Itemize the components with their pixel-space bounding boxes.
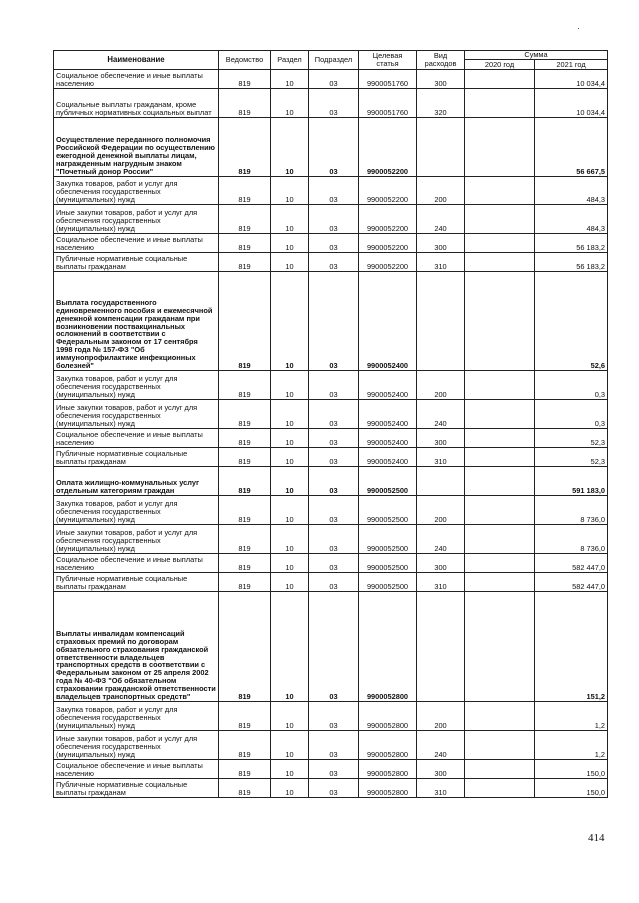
row-target: 9900051760	[359, 89, 417, 118]
table-row	[54, 253, 608, 272]
row-sum-2020	[465, 592, 535, 702]
table-row	[54, 554, 608, 573]
row-razdel: 10	[271, 448, 309, 467]
table-row	[54, 525, 608, 554]
row-vid: 200	[417, 371, 465, 400]
table-row	[54, 731, 608, 760]
table-row	[54, 371, 608, 400]
row-vedomstvo: 819	[219, 448, 271, 467]
row-vid: 300	[417, 760, 465, 779]
row-name: Иные закупки товаров, работ и услуг для обеспечения государственных (муниципальных) нужд	[54, 525, 219, 554]
row-sum-2020	[465, 272, 535, 371]
row-podrazdel: 03	[309, 467, 359, 496]
row-podrazdel: 03	[309, 448, 359, 467]
row-vid: 320	[417, 89, 465, 118]
row-vid	[417, 592, 465, 702]
row-podrazdel: 03	[309, 573, 359, 592]
row-vedomstvo: 819	[219, 70, 271, 89]
row-vid	[417, 118, 465, 177]
table-body	[54, 70, 608, 798]
row-vid: 240	[417, 525, 465, 554]
row-sum-2021: 484,3	[535, 205, 608, 234]
row-sum-2021: 52,3	[535, 429, 608, 448]
row-vid: 200	[417, 702, 465, 731]
row-razdel: 10	[271, 234, 309, 253]
row-podrazdel: 03	[309, 779, 359, 798]
row-sum-2020	[465, 731, 535, 760]
row-sum-2020	[465, 496, 535, 525]
row-name: Публичные нормативные социальные выплаты гражданам	[54, 448, 219, 467]
row-podrazdel: 03	[309, 272, 359, 371]
row-name: Закупка товаров, работ и услуг для обеспечения государственных (муниципальных) нужд	[54, 496, 219, 525]
header-summa: Сумма	[465, 51, 608, 60]
row-podrazdel: 03	[309, 400, 359, 429]
row-target: 9900052500	[359, 554, 417, 573]
row-sum-2021: 52,3	[535, 448, 608, 467]
row-vedomstvo: 819	[219, 234, 271, 253]
row-razdel: 10	[271, 467, 309, 496]
row-razdel: 10	[271, 429, 309, 448]
table-row	[54, 573, 608, 592]
row-sum-2021: 150,0	[535, 760, 608, 779]
row-vedomstvo: 819	[219, 779, 271, 798]
row-target: 9900052200	[359, 177, 417, 205]
row-vedomstvo: 819	[219, 177, 271, 205]
row-sum-2021: 52,6	[535, 272, 608, 371]
row-vid	[417, 467, 465, 496]
row-razdel: 10	[271, 731, 309, 760]
row-vedomstvo: 819	[219, 525, 271, 554]
row-target: 9900052500	[359, 525, 417, 554]
row-podrazdel: 03	[309, 205, 359, 234]
row-name: Закупка товаров, работ и услуг для обеспечения государственных (муниципальных) нужд	[54, 371, 219, 400]
header-vid: Вид расходов	[417, 51, 465, 70]
table-row	[54, 272, 608, 371]
row-target: 9900052200	[359, 205, 417, 234]
table-row	[54, 592, 608, 702]
row-target: 9900052400	[359, 400, 417, 429]
row-vedomstvo: 819	[219, 272, 271, 371]
row-razdel: 10	[271, 496, 309, 525]
row-target: 9900052800	[359, 779, 417, 798]
row-vedomstvo: 819	[219, 760, 271, 779]
row-sum-2020	[465, 525, 535, 554]
header-target: Целевая статья	[359, 51, 417, 70]
row-razdel: 10	[271, 272, 309, 371]
row-podrazdel: 03	[309, 429, 359, 448]
row-razdel: 10	[271, 702, 309, 731]
row-sum-2020	[465, 779, 535, 798]
header-2020: 2020 год	[465, 60, 535, 70]
table-row	[54, 89, 608, 118]
row-razdel: 10	[271, 592, 309, 702]
row-sum-2021: 591 183,0	[535, 467, 608, 496]
row-name: Публичные нормативные социальные выплаты гражданам	[54, 573, 219, 592]
row-sum-2021: 8 736,0	[535, 496, 608, 525]
row-name: Социальное обеспечение и иные выплаты населению	[54, 70, 219, 89]
row-vedomstvo: 819	[219, 89, 271, 118]
row-sum-2020	[465, 205, 535, 234]
row-vedomstvo: 819	[219, 731, 271, 760]
row-sum-2021: 1,2	[535, 731, 608, 760]
table-row	[54, 177, 608, 205]
budget-table	[53, 50, 608, 798]
row-target: 9900052500	[359, 496, 417, 525]
row-sum-2020	[465, 118, 535, 177]
row-sum-2021: 150,0	[535, 779, 608, 798]
table-row	[54, 779, 608, 798]
table-row	[54, 118, 608, 177]
row-name: Осуществление переданного полномочия Российской Федерации по осуществлению ежегодной денежной выплаты лицам, награжденным нагрудным знаком "Почетный донор России"	[54, 118, 219, 177]
table-row	[54, 760, 608, 779]
row-vedomstvo: 819	[219, 118, 271, 177]
row-podrazdel: 03	[309, 496, 359, 525]
row-razdel: 10	[271, 371, 309, 400]
table-row	[54, 467, 608, 496]
row-vid: 310	[417, 448, 465, 467]
row-podrazdel: 03	[309, 731, 359, 760]
row-target: 9900052800	[359, 592, 417, 702]
row-sum-2020	[465, 467, 535, 496]
row-target: 9900051760	[359, 70, 417, 89]
row-sum-2020	[465, 429, 535, 448]
row-vedomstvo: 819	[219, 429, 271, 448]
header-podrazdel: Подраздел	[309, 51, 359, 70]
row-name: Иные закупки товаров, работ и услуг для обеспечения государственных (муниципальных) нужд	[54, 400, 219, 429]
row-name: Закупка товаров, работ и услуг для обеспечения государственных (муниципальных) нужд	[54, 177, 219, 205]
row-target: 9900052200	[359, 234, 417, 253]
scan-dot	[578, 28, 579, 29]
row-podrazdel: 03	[309, 177, 359, 205]
row-sum-2020	[465, 253, 535, 272]
row-vedomstvo: 819	[219, 371, 271, 400]
row-vid: 300	[417, 70, 465, 89]
header-vedomstvo: Ведомство	[219, 51, 271, 70]
page-number: 414	[588, 832, 605, 844]
row-sum-2021: 0,3	[535, 400, 608, 429]
row-sum-2021: 56 183,2	[535, 253, 608, 272]
row-razdel: 10	[271, 205, 309, 234]
row-vid: 200	[417, 177, 465, 205]
row-name: Социальное обеспечение и иные выплаты населению	[54, 234, 219, 253]
row-sum-2021: 0,3	[535, 371, 608, 400]
row-vedomstvo: 819	[219, 205, 271, 234]
row-vedomstvo: 819	[219, 592, 271, 702]
row-name: Публичные нормативные социальные выплаты гражданам	[54, 779, 219, 798]
row-razdel: 10	[271, 253, 309, 272]
row-vedomstvo: 819	[219, 554, 271, 573]
table-row	[54, 234, 608, 253]
row-target: 9900052400	[359, 429, 417, 448]
row-vedomstvo: 819	[219, 400, 271, 429]
row-sum-2020	[465, 760, 535, 779]
row-podrazdel: 03	[309, 554, 359, 573]
row-target: 9900052200	[359, 253, 417, 272]
header-2021: 2021 год	[535, 60, 608, 70]
row-vid: 310	[417, 779, 465, 798]
header-razdel: Раздел	[271, 51, 309, 70]
row-razdel: 10	[271, 525, 309, 554]
row-podrazdel: 03	[309, 525, 359, 554]
row-vedomstvo: 819	[219, 253, 271, 272]
row-name: Социальное обеспечение и иные выплаты населению	[54, 760, 219, 779]
row-name: Выплата государственного единовременного пособия и ежемесячной денежной компенсации гражданам при возникновении поствакцинальных осложнений в соответствии с Федеральным законом от 17 сентября 1998 года № 157-ФЗ "Об иммунопрофилактике инфекционных болезней"	[54, 272, 219, 371]
row-name: Социальное обеспечение и иные выплаты населению	[54, 554, 219, 573]
row-razdel: 10	[271, 400, 309, 429]
row-name: Закупка товаров, работ и услуг для обеспечения государственных (муниципальных) нужд	[54, 702, 219, 731]
row-vid: 310	[417, 253, 465, 272]
row-vid	[417, 272, 465, 371]
row-podrazdel: 03	[309, 760, 359, 779]
row-podrazdel: 03	[309, 592, 359, 702]
row-sum-2020	[465, 573, 535, 592]
row-vid: 240	[417, 731, 465, 760]
row-target: 9900052800	[359, 702, 417, 731]
row-sum-2020	[465, 554, 535, 573]
row-sum-2020	[465, 177, 535, 205]
table-row	[54, 448, 608, 467]
row-target: 9900052400	[359, 272, 417, 371]
row-sum-2021: 10 034,4	[535, 89, 608, 118]
row-sum-2021: 56 183,2	[535, 234, 608, 253]
row-vedomstvo: 819	[219, 496, 271, 525]
row-razdel: 10	[271, 779, 309, 798]
row-podrazdel: 03	[309, 234, 359, 253]
row-target: 9900052800	[359, 731, 417, 760]
row-razdel: 10	[271, 177, 309, 205]
row-razdel: 10	[271, 118, 309, 177]
row-target: 9900052500	[359, 573, 417, 592]
row-sum-2021: 1,2	[535, 702, 608, 731]
row-razdel: 10	[271, 89, 309, 118]
row-sum-2020	[465, 448, 535, 467]
row-sum-2021: 582 447,0	[535, 573, 608, 592]
row-sum-2020	[465, 234, 535, 253]
row-vid: 240	[417, 400, 465, 429]
row-razdel: 10	[271, 760, 309, 779]
row-razdel: 10	[271, 573, 309, 592]
row-vedomstvo: 819	[219, 702, 271, 731]
row-sum-2021: 582 447,0	[535, 554, 608, 573]
row-name: Выплаты инвалидам компенсаций страховых премий по договорам обязательного страхования гражданской ответственности владельцев транспортных средств в соответствии с Федеральным законом от 25 апреля 2002 года № 40-ФЗ "Об обязательном страховании гражданской ответственности владельцев транспортных средств"	[54, 592, 219, 702]
table-row	[54, 496, 608, 525]
row-sum-2020	[465, 70, 535, 89]
row-sum-2020	[465, 371, 535, 400]
row-sum-2020	[465, 702, 535, 731]
row-name: Иные закупки товаров, работ и услуг для обеспечения государственных (муниципальных) нужд	[54, 731, 219, 760]
row-target: 9900052400	[359, 371, 417, 400]
header-name: Наименование	[54, 51, 219, 70]
row-sum-2021: 56 667,5	[535, 118, 608, 177]
row-sum-2021: 151,2	[535, 592, 608, 702]
row-podrazdel: 03	[309, 702, 359, 731]
row-vid: 240	[417, 205, 465, 234]
table-row	[54, 702, 608, 731]
table-row	[54, 70, 608, 89]
row-vedomstvo: 819	[219, 467, 271, 496]
row-podrazdel: 03	[309, 118, 359, 177]
table-row	[54, 400, 608, 429]
row-name: Социальное обеспечение и иные выплаты населению	[54, 429, 219, 448]
row-razdel: 10	[271, 70, 309, 89]
row-podrazdel: 03	[309, 371, 359, 400]
row-name: Оплата жилищно-коммунальных услуг отдельным категориям граждан	[54, 467, 219, 496]
table-row	[54, 429, 608, 448]
row-sum-2020	[465, 89, 535, 118]
row-vid: 200	[417, 496, 465, 525]
row-target: 9900052200	[359, 118, 417, 177]
row-podrazdel: 03	[309, 89, 359, 118]
row-name: Социальные выплаты гражданам, кроме публичных нормативных социальных выплат	[54, 89, 219, 118]
row-sum-2020	[465, 400, 535, 429]
row-vid: 310	[417, 573, 465, 592]
row-podrazdel: 03	[309, 253, 359, 272]
row-name: Иные закупки товаров, работ и услуг для обеспечения государственных (муниципальных) нужд	[54, 205, 219, 234]
row-name: Публичные нормативные социальные выплаты гражданам	[54, 253, 219, 272]
row-vedomstvo: 819	[219, 573, 271, 592]
table-row	[54, 205, 608, 234]
row-razdel: 10	[271, 554, 309, 573]
row-target: 9900052500	[359, 467, 417, 496]
row-sum-2021: 8 736,0	[535, 525, 608, 554]
row-vid: 300	[417, 554, 465, 573]
row-target: 9900052400	[359, 448, 417, 467]
row-sum-2021: 10 034,4	[535, 70, 608, 89]
row-vid: 300	[417, 429, 465, 448]
row-sum-2021: 484,3	[535, 177, 608, 205]
row-target: 9900052800	[359, 760, 417, 779]
row-vid: 300	[417, 234, 465, 253]
row-podrazdel: 03	[309, 70, 359, 89]
